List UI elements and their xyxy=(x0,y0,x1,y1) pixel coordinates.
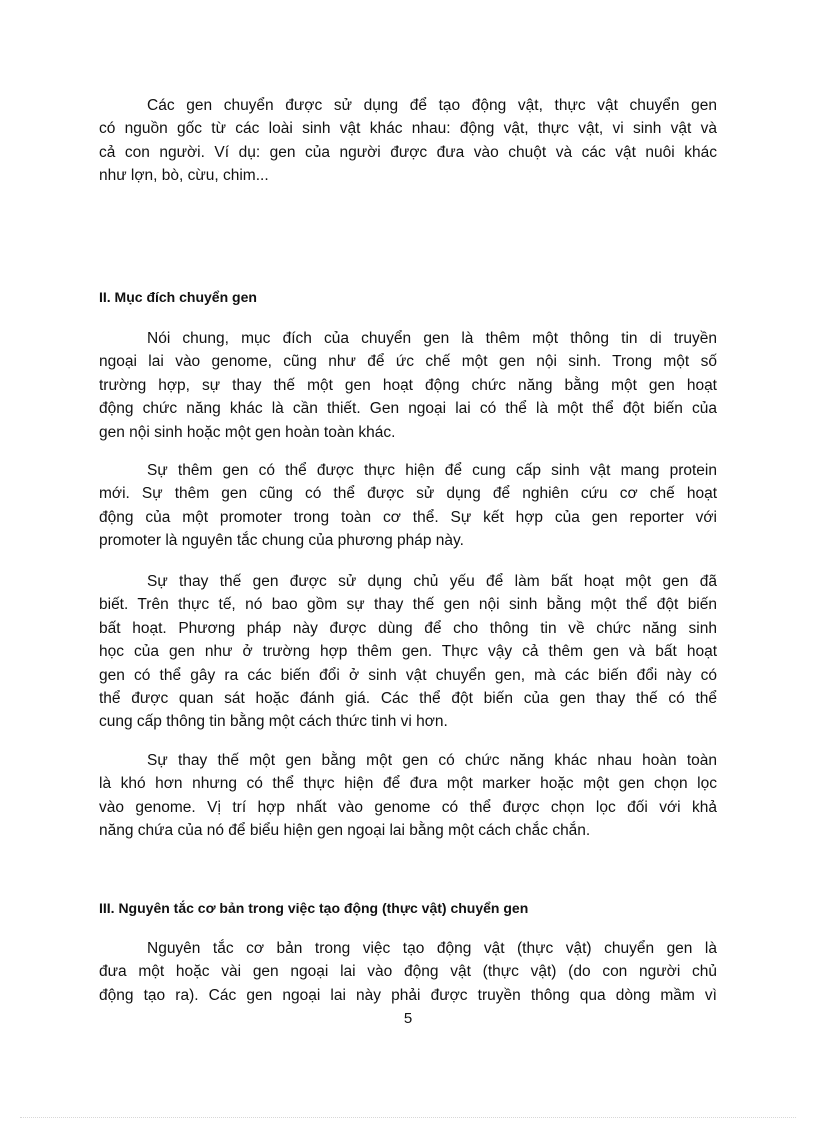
text-line: cả con người. Ví dụ: gen của người được đưa vào chuột và các vật nuôi khác xyxy=(99,143,717,161)
paragraph-transgene-sources xyxy=(99,94,717,188)
section-heading-ii: II. Mục đích chuyển gen xyxy=(99,289,257,305)
text-line: Các gen chuyển được sử dụng để tạo động vật, thực vật chuyển gen xyxy=(147,97,717,114)
paragraph-gene-replacement xyxy=(99,570,717,734)
text-line: động chức năng khác là cần thiết. Gen ngoại lai có thể là một thể đột biến của xyxy=(99,400,717,418)
paragraph-purpose xyxy=(99,327,717,444)
text-line: trường hợp, sự thay thế một gen hoạt động chức năng bằng một gen hoạt xyxy=(99,376,717,394)
section-heading-iii: III. Nguyên tắc cơ bản trong việc tạo động (thực vật) chuyển gen xyxy=(99,900,529,916)
text-line: promoter là nguyên tắc chung của phương pháp này. xyxy=(99,532,464,550)
text-line: động tạo ra). Các gen ngoại lai này phải được truyền thông qua dòng mầm vì xyxy=(99,986,717,1004)
text-line: Sự thay thế gen được sử dụng chủ yếu để làm bất hoạt một gen đã xyxy=(147,573,717,590)
text-line: cung cấp thông tin bằng một cách thức tinh vi hơn. xyxy=(99,713,448,731)
text-line: Nói chung, mục đích của chuyển gen là thêm một thông tin di truyền xyxy=(147,330,717,347)
text-line: gen có thể gây ra các biến đổi ở sinh vật chuyển gen, mà các biến đổi này có xyxy=(99,666,717,684)
page-bottom-divider xyxy=(20,1117,796,1118)
text-line: gen nội sinh hoặc một gen hoàn toàn khác. xyxy=(99,423,396,441)
page-number: 5 xyxy=(403,1010,413,1027)
paragraph-basic-principle xyxy=(99,937,717,1007)
text-line: ngoại lai vào genome, cũng như để ức chế một gen nội sinh. Trong một số xyxy=(99,353,717,371)
text-line: là khó hơn nhưng có thể thực hiện để đưa một marker hoặc một gen chọn lọc xyxy=(99,775,717,793)
text-line: học của gen như ở trường hợp thêm gen. Thực vậy cả thêm gen và bất hoạt xyxy=(99,643,717,661)
paragraph-gene-addition xyxy=(99,459,717,553)
text-line: Nguyên tắc cơ bản trong việc tạo động vật (thực vật) chuyển gen là xyxy=(147,940,717,957)
text-line: thể được quan sát hoặc đánh giá. Các thể đột biến của gen thay thế có thể xyxy=(99,690,717,708)
text-line: năng chứa của nó để biểu hiện gen ngoại lai bằng một cách chắc chắn. xyxy=(99,822,591,840)
text-line: động của một promoter trong toàn cơ thể. Sự kết hợp của gen reporter với xyxy=(99,508,717,526)
text-line: biết. Trên thực tế, nó bao gồm sự thay thế gen nội sinh bằng một thể đột biến xyxy=(99,596,717,614)
text-line: có nguồn gốc từ các loài sinh vật khác nhau: động vật, thực vật, vi sinh vật và xyxy=(99,120,717,138)
text-line: vào genome. Vị trí hợp nhất vào genome có thể được chọn lọc đối với khả xyxy=(99,798,717,816)
text-line: mới. Sự thêm gen cũng có thể được sử dụng để nghiên cứu cơ chế hoạt xyxy=(99,485,717,503)
text-line: Sự thay thế một gen bằng một gen có chức năng khác nhau hoàn toàn xyxy=(147,752,717,769)
text-line: bất hoạt. Phương pháp này được dùng để cho thông tin về chức năng sinh xyxy=(99,619,717,637)
text-line: như lợn, bò, cừu, chim... xyxy=(99,167,269,185)
text-line: Sự thêm gen có thể được thực hiện để cung cấp sinh vật mang protein xyxy=(147,462,717,479)
paragraph-marker-replacement xyxy=(99,749,717,843)
text-line: đưa một hoặc vài gen ngoại lai vào động vật (thực vật) (do con người chủ xyxy=(99,963,717,981)
